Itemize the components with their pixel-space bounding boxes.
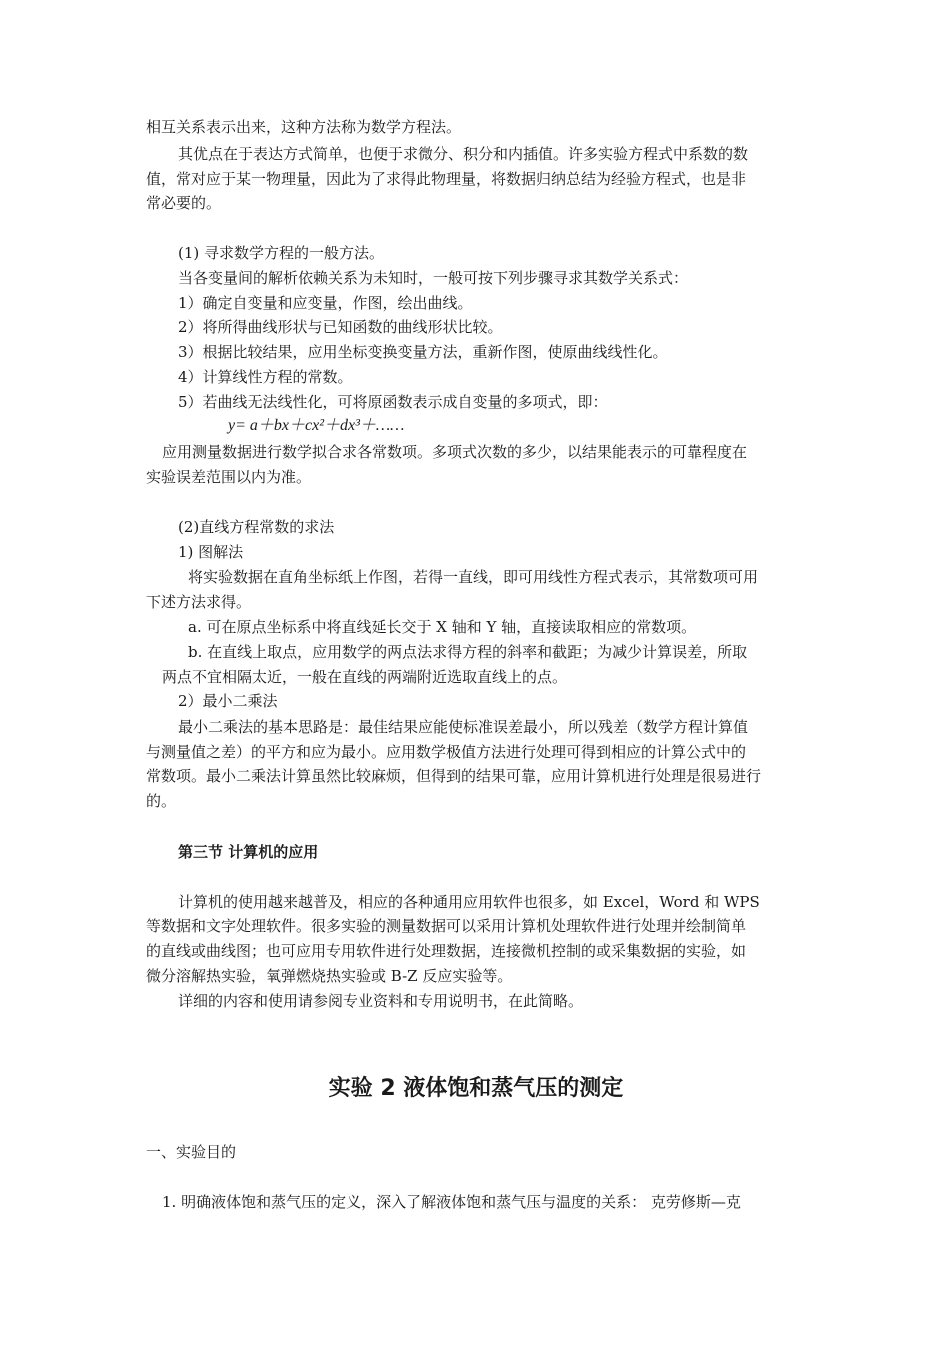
list-item: b. 在直线上取点，应用数学的两点法求得方程的斜率和截距；为减少计算误差，所取 (188, 643, 748, 661)
list-item: 1）确定自变量和应变量，作图，绘出曲线。 (178, 294, 473, 312)
paragraph-line: 应用测量数据进行数学拟合求各常数项。多项式次数的多少，以结果能表示的可靠程度在 (162, 443, 748, 461)
paragraph-line: 当各变量间的解析依赖关系为未知时，一般可按下列步骤寻求其数学关系式： (178, 269, 689, 287)
text-line: 与测量值之差）的平方和应为最小。应用数学极值方法进行处理可得到相应的计算公式中的 (146, 743, 747, 761)
list-item: 1) 图解法 (178, 543, 244, 561)
text-line: 的直线或曲线图；也可应用专用软件进行处理数据，连接微机控制的或采集数据的实验，如 (146, 942, 747, 960)
list-item: 5）若曲线无法线性化，可将原函数表示成自变量的多项式，即： (178, 393, 608, 411)
list-item: 1. 明确液体饱和蒸气压的定义，深入了解液体饱和蒸气压与温度的关系： 克劳修斯—克 (162, 1193, 741, 1211)
text-line: 微分溶解热实验，氧弹燃烧热实验或 B-Z 反应实验等。 (146, 967, 513, 985)
list-item: 2）最小二乘法 (178, 692, 278, 710)
list-item: a. 可在原点坐标系中将直线延长交于 X 轴和 Y 轴，直接读取相应的常数项。 (188, 618, 697, 636)
text-line: 值，常对应于某一物理量，因此为了求得此物理量，将数据归纳总结为经验方程式，也是非 (146, 170, 747, 188)
paragraph-line: 将实验数据在直角坐标纸上作图，若得一直线，即可用线性方程式表示，其常数项可用 (188, 568, 759, 586)
text-line: 常数项。最小二乘法计算虽然比较麻烦，但得到的结果可靠，应用计算机进行处理是很易进行 (146, 767, 762, 785)
text-line: 相互关系表示出来，这种方法称为数学方程法。 (146, 118, 462, 136)
paragraph-line: 计算机的使用越来越普及，相应的各种通用应用软件也很多，如 Excel，Word 和 WPS (178, 893, 760, 911)
text-line: 等数据和文字处理软件。很多实验的测量数据可以采用计算机处理软件进行处理并绘制简单 (146, 917, 747, 935)
paragraph-line: 其优点在于表达方式简单，也便于求微分、积分和内插值。许多实验方程式中系数的数 (178, 145, 749, 163)
subsection-heading: (2)直线方程常数的求法 (178, 518, 335, 536)
polynomial-formula: y= a＋bx＋cx²＋dx³＋…… (228, 417, 405, 434)
text-line: 实验误差范围以内为准。 (146, 468, 312, 486)
paragraph-line: 最小二乘法的基本思路是：最佳结果应能使标准误差最小，所以残差（数学方程计算值 (178, 718, 749, 736)
list-item: 2）将所得曲线形状与已知函数的曲线形状比较。 (178, 318, 503, 336)
text-line: 下述方法求得。 (146, 593, 252, 611)
list-item: 3）根据比较结果，应用坐标变换变量方法，重新作图，使原曲线线性化。 (178, 343, 668, 361)
list-item: 4）计算线性方程的常数。 (178, 368, 353, 386)
section-heading: 一、实验目的 (146, 1143, 237, 1161)
text-line: 的。 (146, 792, 177, 810)
section-heading: 第三节 计算机的应用 (178, 843, 319, 861)
subsection-heading: (1) 寻求数学方程的一般方法。 (178, 244, 385, 262)
text-line: 两点不宜相隔太近，一般在直线的两端附近选取直线上的点。 (162, 668, 568, 686)
text-line: 常必要的。 (146, 194, 222, 212)
paragraph-line: 详细的内容和使用请参阅专业资料和专用说明书，在此简略。 (178, 992, 584, 1010)
experiment-title: 实验 2 液体饱和蒸气压的测定 (328, 1076, 624, 1101)
